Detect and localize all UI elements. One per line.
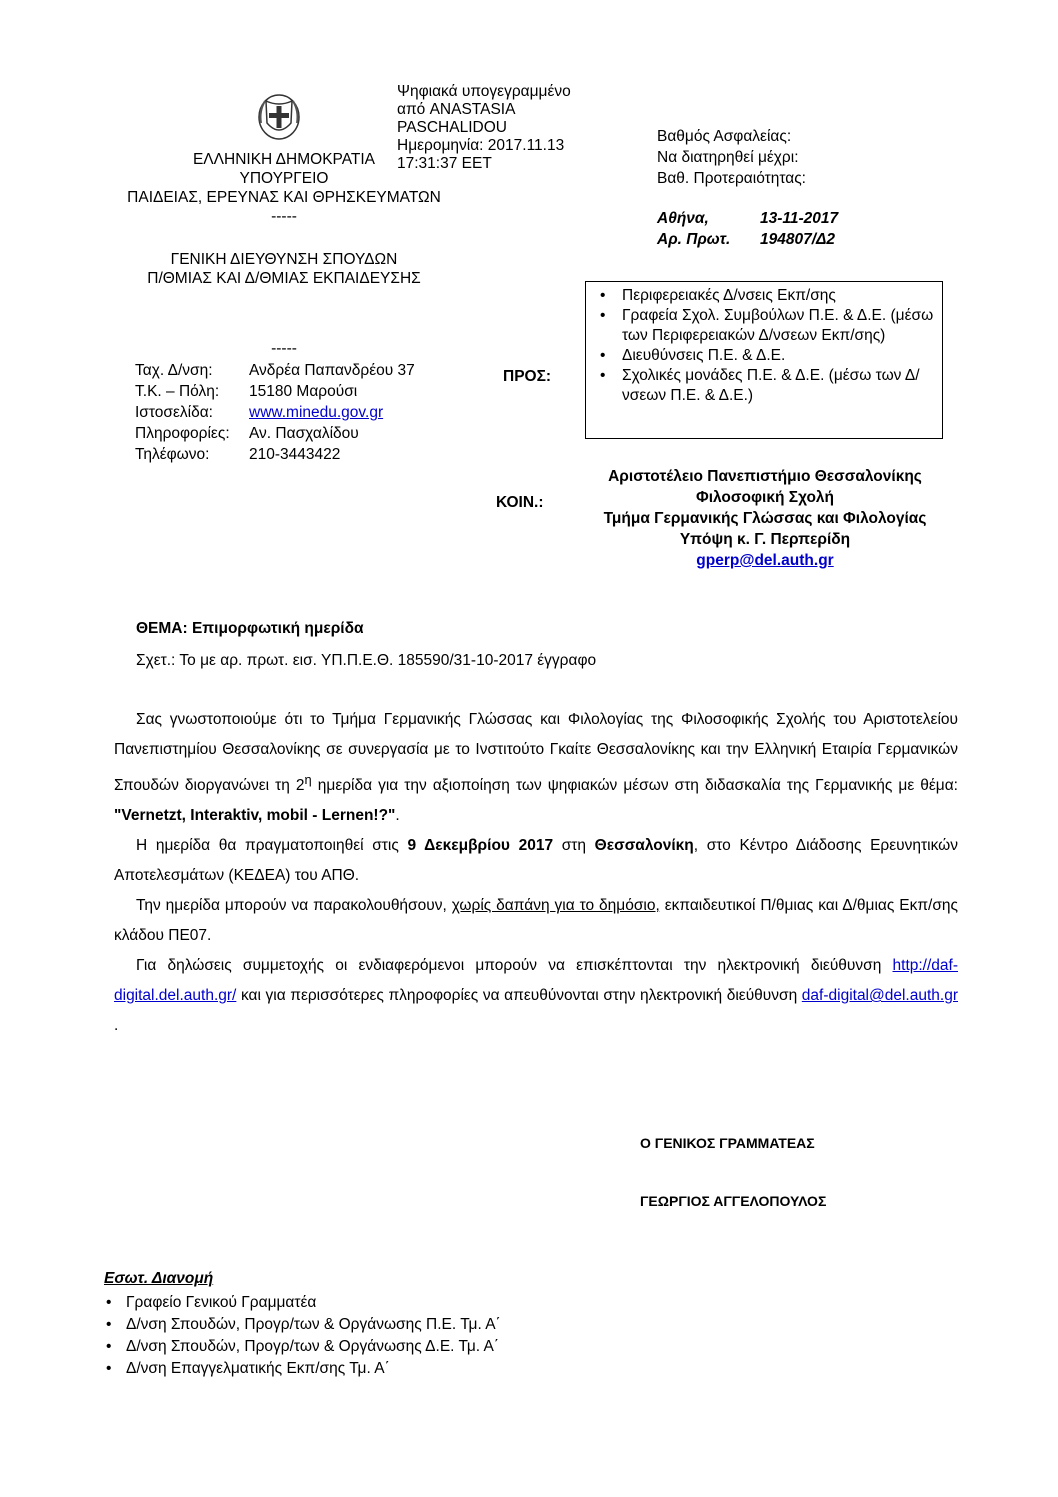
event-title: "Vernetzt, Interaktiv, mobil - Lernen!?"	[114, 807, 396, 825]
distribution-item: • Δ/νση Σπουδών, Προγρ/των & Οργάνωσης Δ.Ε. Τμ. Α΄	[126, 1336, 501, 1358]
separator: -----	[271, 340, 297, 357]
protocol-label: Αρ. Πρωτ.	[657, 231, 731, 248]
contact-label: Τηλέφωνο:	[135, 446, 210, 463]
contact-value: Ανδρέα Παπανδρέου 37	[249, 362, 415, 379]
ministry-line: ΥΠΟΥΡΓΕΙΟ	[239, 170, 329, 187]
body-paragraph	[114, 891, 958, 951]
protocol-row	[657, 229, 838, 250]
place-label: Αθήνα,	[657, 210, 709, 227]
contact-value: Αν. Πασχαλίδου	[249, 425, 359, 442]
cc-line: Φιλοσοφική Σχολή	[695, 489, 835, 506]
body-text: .	[114, 1017, 119, 1035]
ordinal-suffix: η	[304, 772, 312, 787]
security-info	[657, 126, 806, 189]
document-date: 13-11-2017	[760, 210, 839, 227]
cc-line: Υπόψη κ. Γ. Περπερίδη	[679, 531, 851, 548]
separator: -----	[271, 208, 297, 225]
contact-label: Τ.Κ. – Πόλη:	[135, 383, 220, 400]
signature-line: PASCHALIDOU	[397, 119, 507, 136]
contact-row-phone	[135, 444, 415, 465]
distribution-block	[104, 1292, 501, 1380]
signature-line: 17:31:37 EET	[397, 155, 492, 172]
cc-block	[560, 466, 970, 571]
date-protocol-block	[657, 208, 838, 250]
date-row	[657, 208, 838, 229]
directorate-line: ΓΕΝΙΚΗ ΔΙΕΥΘΥΝΣΗ ΣΠΟΥΔΩΝ	[170, 251, 398, 268]
signatory-title: Ο ΓΕΝΙΚΟΣ ΓΡΑΜΜΑΤΕΑΣ	[640, 1135, 815, 1151]
body-text: Σας γνωστοποιούμε ότι το Τμήμα Γερμανικής Γλώσσας και Φιλολογίας της Φιλοσοφικής Σχολής του Αριστοτελείου Πανεπιστημίου Θεσσαλονίκης σε συνεργασία με το Ινστιτούτο Γκαίτε Θεσσαλονίκης και την Ελληνική Εταιρία Γερμανικών Σπουδών διοργανώνει τη 2	[114, 711, 958, 795]
distribution-item: • Γραφείο Γενικού Γραμματέα	[126, 1292, 501, 1314]
website-link[interactable]: www.minedu.gov.gr	[249, 404, 384, 421]
distribution-item: • Δ/νση Επαγγελματικής Εκπ/σης Τμ. Α΄	[126, 1358, 501, 1380]
contact-row-web	[135, 402, 415, 423]
body-paragraph	[114, 831, 958, 891]
ministry-header	[95, 150, 473, 226]
directorate-line: Π/ΘΜΙΑΣ ΚΑΙ Δ/ΘΜΙΑΣ ΕΚΠΑΙΔΕΥΣΗΣ	[147, 270, 421, 287]
country-name: ΕΛΛΗΝΙΚΗ ΔΗΜΟΚΡΑΤΙΑ	[192, 151, 376, 168]
event-date: 9 Δεκεμβρίου 2017	[407, 837, 554, 855]
body-text: Την ημερίδα μπορούν να παρακολουθήσουν,	[136, 897, 452, 915]
distribution-item: • Δ/νση Σπουδών, Προγρ/των & Οργάνωσης Π.Ε. Τμ. Α΄	[126, 1314, 501, 1336]
contact-label: Πληροφορίες:	[135, 425, 230, 442]
recipients-label: ΠΡΟΣ:	[503, 368, 552, 385]
body-text: Για δηλώσεις συμμετοχής οι ενδιαφερόμενοι μπορούν να επισκέπτονται την ηλεκτρονική διεύθυνση	[136, 957, 893, 975]
contact-label: Ιστοσελίδα:	[135, 404, 213, 421]
no-cost-note: χωρίς δαπάνη για το δημόσιο,	[451, 897, 660, 915]
security-level: Βαθμός Ασφαλείας:	[657, 128, 792, 145]
contact-row-address	[135, 360, 415, 381]
document-body	[114, 705, 958, 1041]
ministry-line: ΠΑΙΔΕΙΑΣ, ΕΡΕΥΝΑΣ ΚΑΙ ΘΡΗΣΚΕΥΜΑΤΩΝ	[127, 189, 441, 206]
recipients-box	[585, 281, 943, 439]
body-text: στη	[553, 837, 595, 855]
document-reference: Σχετ.: Το με αρ. πρωτ. εισ. ΥΠ.Π.Ε.Θ. 185590/31-10-2017 έγγραφο	[136, 652, 597, 669]
recipient-item: • Σχολικές μονάδες Π.Ε. & Δ.Ε. (μέσω των Δ/νσεων Π.Ε. & Δ.Ε.)	[622, 366, 934, 406]
body-text: ημερίδα για την αξιοποίηση των ψηφιακών μέσων στη διδασκαλία της Γερμανικής με θέμα:	[311, 777, 958, 795]
signature-line: Ψηφιακά υπογεγραμμένο	[397, 83, 571, 100]
distribution-list	[104, 1292, 501, 1380]
body-text: εκπαιδευτικοί Π/θμιας και Δ/θμιας Εκπ/σης κλάδου ΠΕ07.	[114, 897, 958, 945]
contact-label: Ταχ. Δ/νση:	[135, 362, 213, 379]
distribution-title: Εσωτ. Διανομή	[104, 1270, 214, 1287]
cc-line: Αριστοτέλειο Πανεπιστήμιο Θεσσαλονίκης	[608, 468, 922, 485]
recipient-item: • Γραφεία Σχολ. Συμβούλων Π.Ε. & Δ.Ε. (μέσω των Περιφερειακών Δ/νσεων Εκπ/σης)	[622, 306, 934, 346]
keep-until: Να διατηρηθεί μέχρι:	[657, 149, 799, 166]
signature-line: Ημερομηνία: 2017.11.13	[397, 137, 565, 154]
body-text: , στο Κέντρο Διάδοσης Ερευνητικών Αποτελεσμάτων (ΚΕΔΕΑ) του ΑΠΘ.	[114, 837, 958, 885]
cc-line: Τμήμα Γερμανικής Γλώσσας και Φιλολογίας	[603, 510, 927, 527]
contact-info	[135, 360, 415, 465]
cc-email-link[interactable]: gperp@del.auth.gr	[696, 552, 834, 569]
document-subject: ΘΕΜΑ: Επιμορφωτική ημερίδα	[136, 620, 364, 637]
cc-label: ΚΟΙΝ.:	[496, 494, 544, 511]
signature-line: από ANASTASIA	[397, 101, 516, 118]
priority-level: Βαθ. Προτεραιότητας:	[657, 170, 806, 187]
body-text: και για περισσότερες πληροφορίες να απευθύνονται στην ηλεκτρονική διεύθυνση	[236, 987, 802, 1005]
contact-value: 15180 Μαρούσι	[249, 383, 358, 400]
event-city: Θεσσαλονίκη	[594, 837, 694, 855]
recipient-item: • Περιφερειακές Δ/νσεις Εκπ/σης	[622, 286, 934, 306]
greek-coat-of-arms-icon	[257, 93, 301, 141]
registration-link[interactable]: http://daf-digital.del.auth.gr/	[114, 957, 958, 1005]
contact-value: 210-3443422	[249, 446, 341, 463]
body-text: .	[395, 807, 400, 825]
info-email-link[interactable]: daf-digital@del.auth.gr	[801, 987, 958, 1005]
contact-row-city	[135, 381, 415, 402]
recipient-item: • Διευθύνσεις Π.Ε. & Δ.Ε.	[622, 346, 934, 366]
body-text: Η ημερίδα θα πραγματοποιηθεί στις	[136, 837, 408, 855]
directorate-header	[95, 250, 473, 288]
contact-row-info	[135, 423, 415, 444]
body-paragraph	[114, 951, 958, 1041]
signatory-name: ΓΕΩΡΓΙΟΣ ΑΓΓΕΛΟΠΟΥΛΟΣ	[640, 1193, 827, 1209]
body-paragraph	[114, 705, 958, 831]
recipients-list	[594, 286, 934, 406]
protocol-number: 194807/Δ2	[760, 231, 836, 248]
